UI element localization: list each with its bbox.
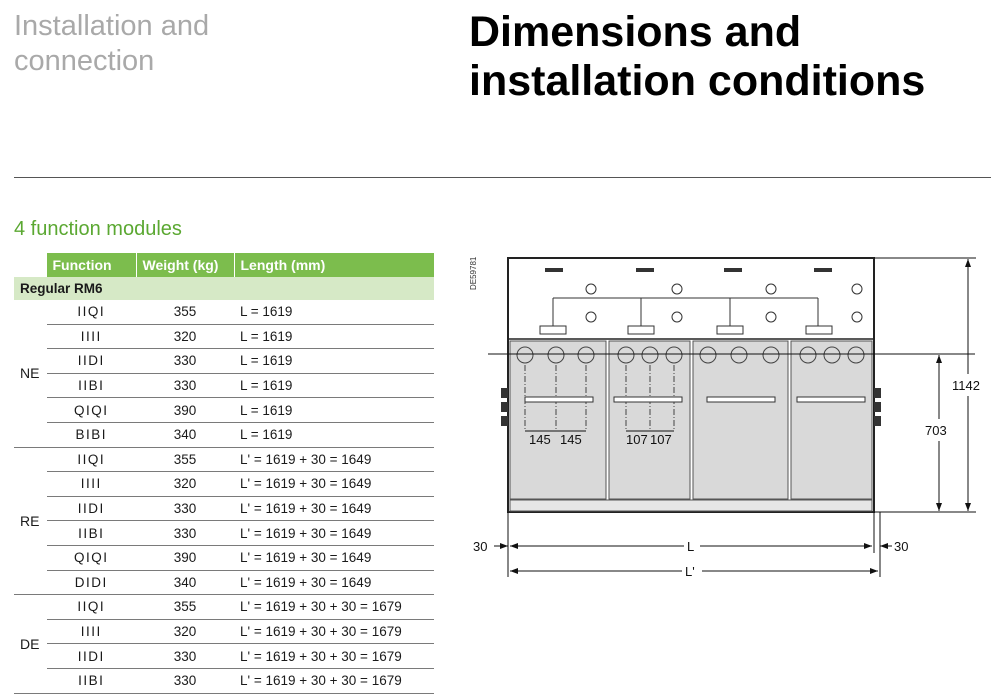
- weight-cell: 355: [136, 447, 234, 472]
- function-cell: DIDI: [46, 570, 136, 595]
- weight-cell: 355: [136, 300, 234, 324]
- weight-cell: 320: [136, 619, 234, 644]
- function-cell: IIII: [46, 472, 136, 497]
- dim-145-a: 145: [529, 432, 551, 447]
- length-cell: L = 1619: [234, 300, 434, 324]
- table-row: [14, 398, 434, 423]
- group-label: DE: [14, 595, 46, 693]
- table-row: [14, 619, 434, 644]
- dim-107-b: 107: [650, 432, 672, 447]
- function-cell: IIQI: [46, 447, 136, 472]
- table-row: [14, 472, 434, 497]
- dim-107-a: 107: [626, 432, 648, 447]
- table-row: [14, 422, 434, 447]
- table-row: [14, 300, 434, 324]
- compartment-4: [791, 341, 872, 499]
- weight-cell: 330: [136, 496, 234, 521]
- weight-cell: 330: [136, 668, 234, 693]
- table-row: [14, 570, 434, 595]
- table-row: [14, 545, 434, 570]
- divider: [14, 177, 991, 178]
- page-title: Dimensions and installation conditions: [469, 8, 926, 105]
- dim-145-b: 145: [560, 432, 582, 447]
- length-cell: L' = 1619 + 30 + 30 = 1679: [234, 644, 434, 669]
- length-cell: L' = 1619 + 30 = 1649: [234, 570, 434, 595]
- group-label: NE: [14, 300, 46, 447]
- weight-cell: 320: [136, 324, 234, 349]
- length-cell: L' = 1619 + 30 = 1649: [234, 472, 434, 497]
- weight-cell: 330: [136, 373, 234, 398]
- length-cell: L' = 1619 + 30 + 30 = 1679: [234, 595, 434, 620]
- function-cell: IIDI: [46, 496, 136, 521]
- length-cell: L = 1619: [234, 349, 434, 374]
- group-label: RE: [14, 447, 46, 595]
- table-row: [14, 521, 434, 546]
- dim-height-total: 1142: [952, 378, 980, 393]
- weight-cell: 320: [136, 472, 234, 497]
- weight-cell: 355: [136, 595, 234, 620]
- weight-cell: 390: [136, 545, 234, 570]
- length-cell: L' = 1619 + 30 = 1649: [234, 496, 434, 521]
- dim-left-gap: 30: [473, 539, 488, 554]
- table-row: [14, 324, 434, 349]
- function-cell: IIDI: [46, 644, 136, 669]
- weight-cell: 340: [136, 422, 234, 447]
- function-cell: IIDI: [46, 349, 136, 374]
- weight-cell: 330: [136, 644, 234, 669]
- figure-id: DE59781: [469, 256, 478, 290]
- subheading: 4 function modules: [14, 218, 182, 240]
- length-cell: L' = 1619 + 30 + 30 = 1679: [234, 668, 434, 693]
- weight-cell: 330: [136, 521, 234, 546]
- function-cell: QIQI: [46, 545, 136, 570]
- function-cell: QIQI: [46, 398, 136, 423]
- table-row: [14, 496, 434, 521]
- function-cell: IIQI: [46, 300, 136, 324]
- table-row: [14, 373, 434, 398]
- function-cell: BIBI: [46, 422, 136, 447]
- dim-height-bushing: 703: [925, 423, 947, 438]
- length-cell: L = 1619: [234, 422, 434, 447]
- dim-length: L: [687, 539, 695, 554]
- regular-rm6-label: Regular RM6: [14, 277, 434, 300]
- function-cell: IIQI: [46, 595, 136, 620]
- length-cell: L' = 1619 + 30 + 30 = 1679: [234, 619, 434, 644]
- length-cell: L' = 1619 + 30 = 1649: [234, 521, 434, 546]
- weight-cell: 340: [136, 570, 234, 595]
- compartment-1: [510, 341, 606, 499]
- base-plinth: [510, 500, 872, 511]
- length-cell: L' = 1619 + 30 = 1649: [234, 545, 434, 570]
- function-cell: IIBI: [46, 373, 136, 398]
- column-header-weight: Weight (kg): [136, 253, 234, 277]
- function-cell: IIII: [46, 619, 136, 644]
- modules-table: [14, 253, 434, 694]
- dimensions-diagram: [465, 250, 991, 587]
- weight-cell: 330: [136, 349, 234, 374]
- table-row: [14, 644, 434, 669]
- function-cell: IIBI: [46, 521, 136, 546]
- column-header-length: Length (mm): [234, 253, 434, 277]
- dim-right-gap: 30: [894, 539, 909, 554]
- length-cell: L = 1619: [234, 373, 434, 398]
- table-row: [14, 349, 434, 374]
- compartment-3: [693, 341, 788, 499]
- table-row: [14, 447, 434, 472]
- length-cell: L = 1619: [234, 324, 434, 349]
- length-cell: L = 1619: [234, 398, 434, 423]
- section-title: Installation and connection: [14, 10, 210, 77]
- table-row: [14, 668, 434, 693]
- weight-cell: 390: [136, 398, 234, 423]
- function-cell: IIBI: [46, 668, 136, 693]
- table-row: [14, 595, 434, 620]
- header-blank: [14, 253, 46, 277]
- length-cell: L' = 1619 + 30 = 1649: [234, 447, 434, 472]
- column-header-function: Function: [46, 253, 136, 277]
- dim-length-ext: L': [685, 564, 695, 579]
- function-cell: IIII: [46, 324, 136, 349]
